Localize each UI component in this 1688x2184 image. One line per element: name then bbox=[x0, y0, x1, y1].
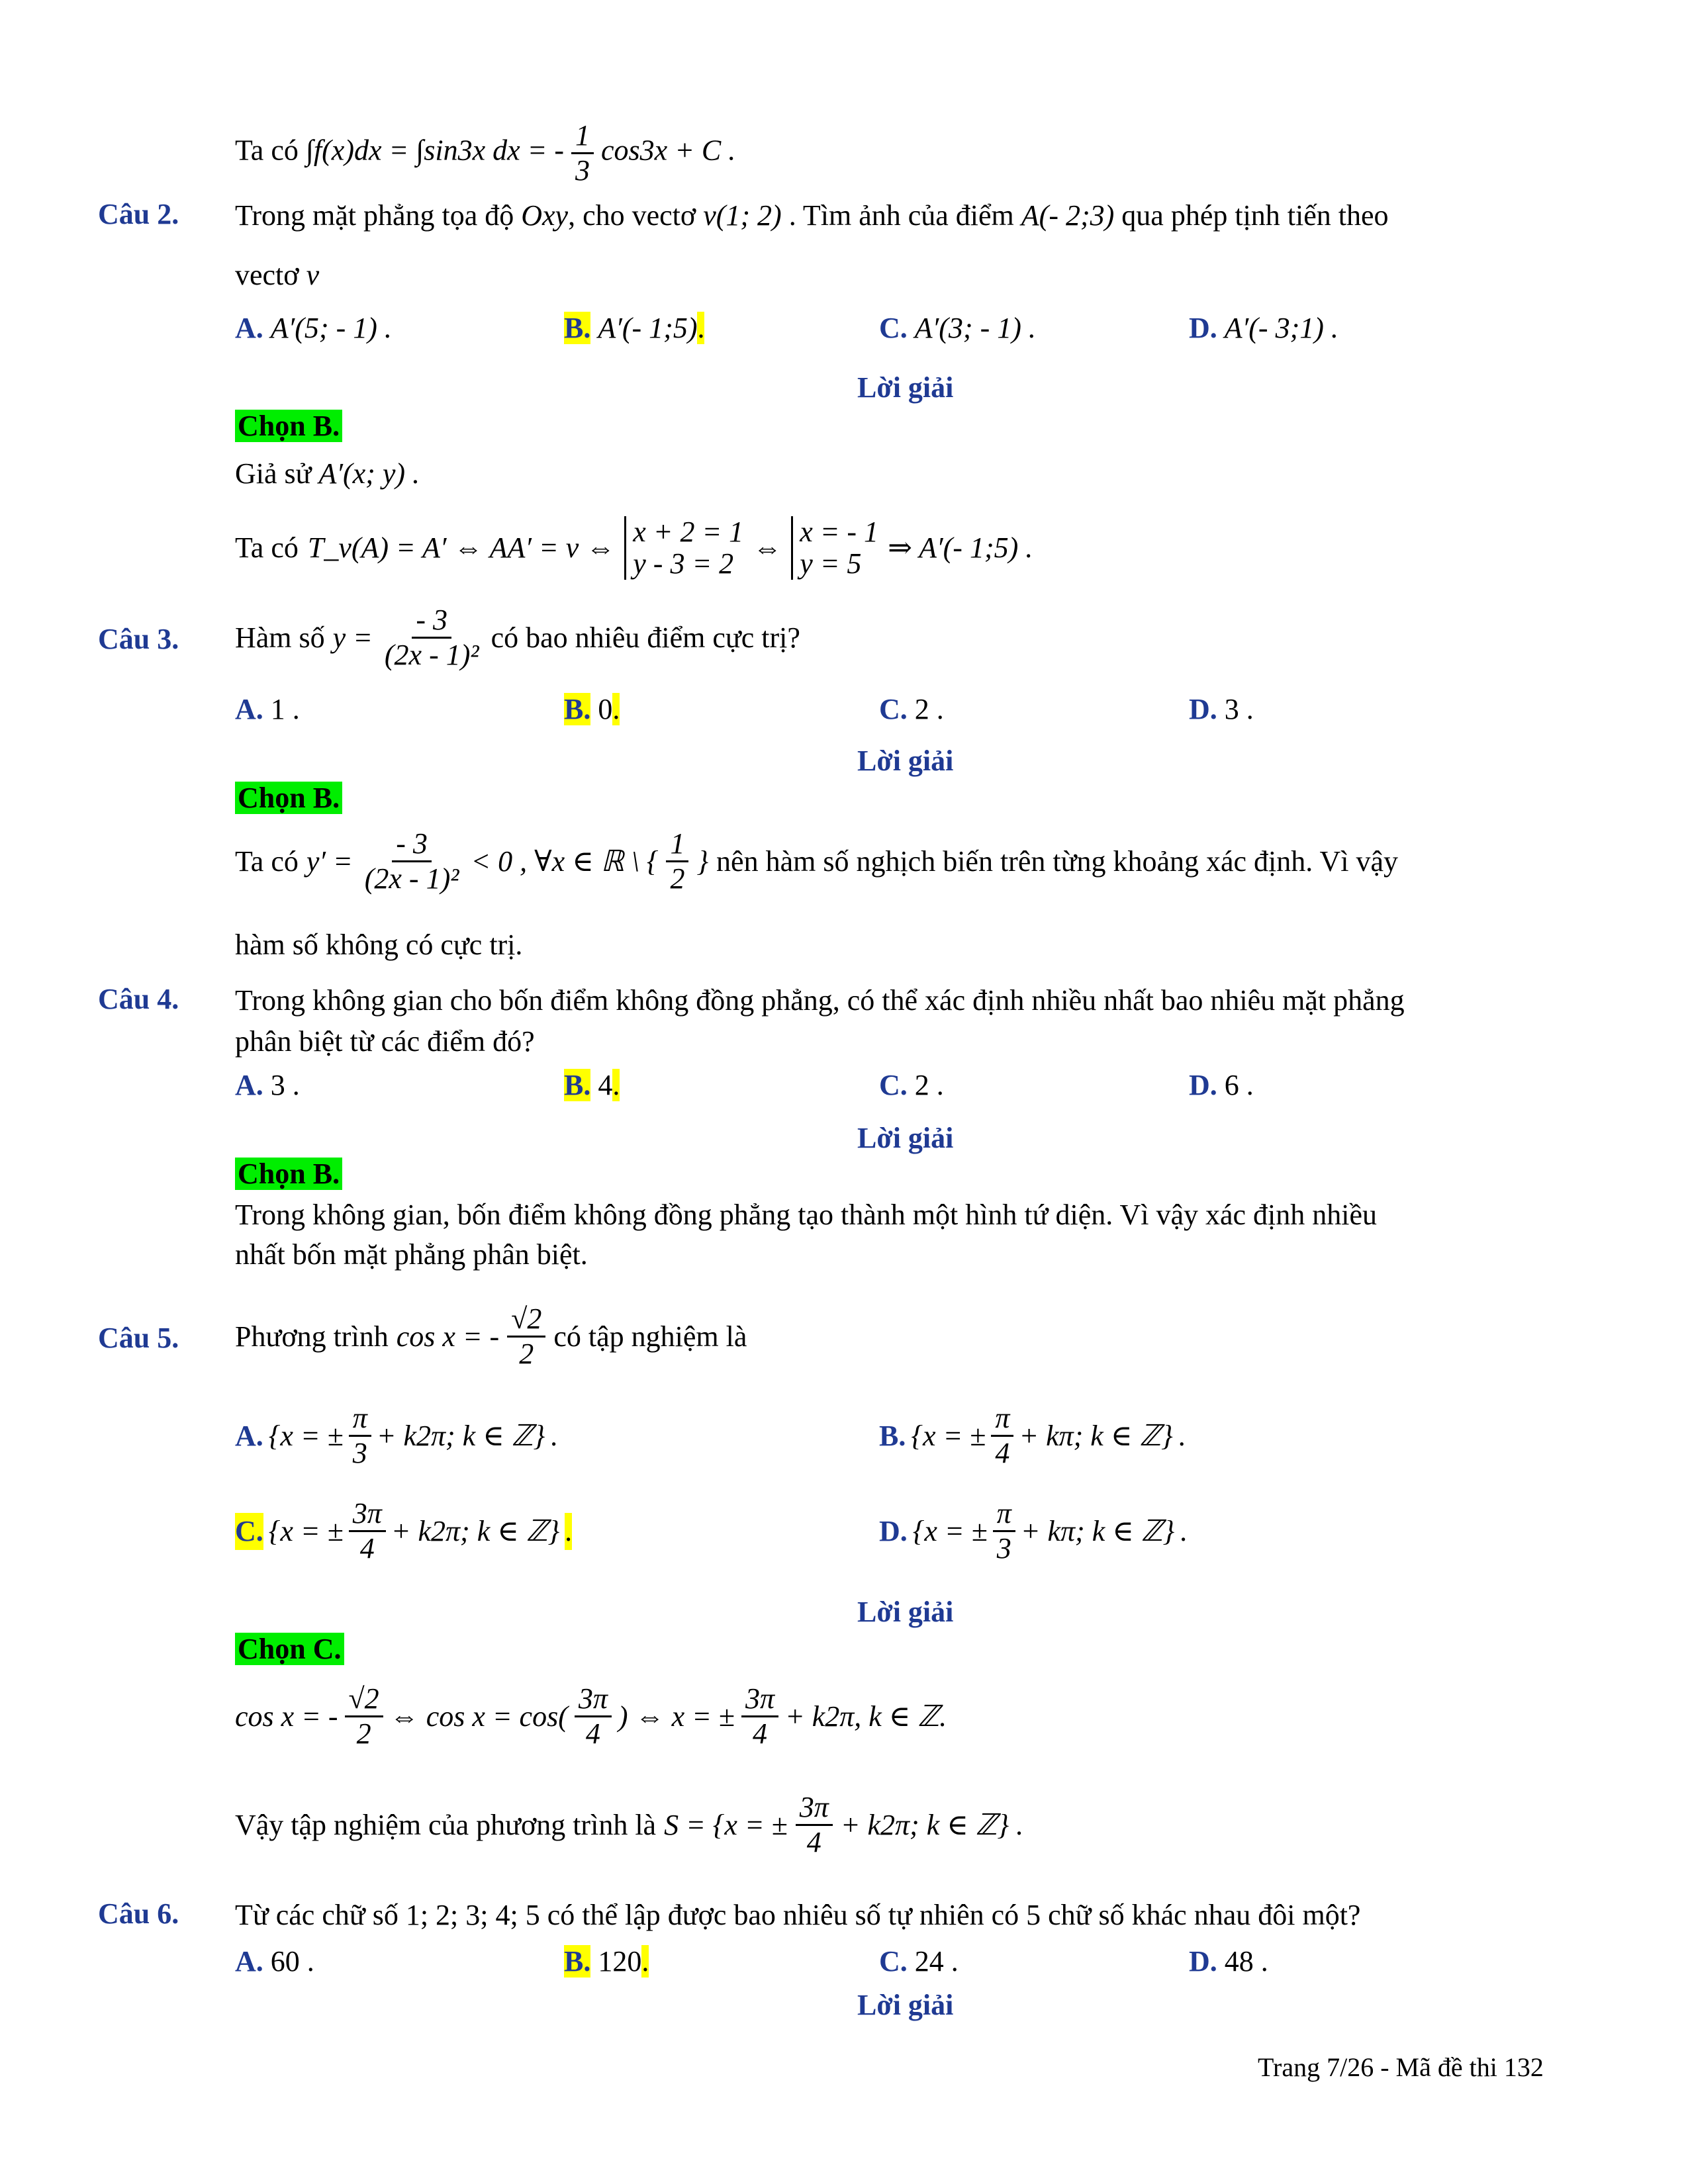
intro-math-right: cos3x + C . bbox=[601, 134, 736, 167]
option-b[interactable] bbox=[564, 1067, 620, 1104]
intro-fraction bbox=[571, 119, 594, 187]
option-value: 3 . bbox=[1224, 693, 1254, 725]
answer-choice bbox=[235, 781, 342, 815]
solution-fraction bbox=[575, 1682, 612, 1751]
option-math: {x = ± bbox=[911, 1419, 986, 1452]
solution-fraction bbox=[345, 1682, 383, 1751]
option-letter: D. bbox=[1189, 1945, 1217, 1978]
option-letter: A. bbox=[235, 1069, 263, 1101]
solution-fraction bbox=[796, 1791, 833, 1859]
option-value: 3 . bbox=[270, 1069, 300, 1101]
solution-line bbox=[235, 516, 1033, 580]
solution-line: Trong không gian, bốn điểm không đồng phẳng tạo thành một hình tứ diện. Vì vậy xác định nhiều bbox=[235, 1199, 1378, 1231]
answer-choice-text: Chọn B. bbox=[235, 782, 342, 814]
option-letter: A. bbox=[235, 693, 263, 725]
frac-den: 3 bbox=[575, 154, 590, 187]
option-c[interactable] bbox=[235, 1497, 572, 1565]
option-math: + k2π; k ∈ ℤ} bbox=[376, 1419, 545, 1452]
q3-y: y = bbox=[332, 621, 373, 654]
q2-oxy: Oxy bbox=[521, 199, 569, 232]
option-b[interactable] bbox=[564, 310, 704, 347]
solution-line bbox=[235, 455, 420, 492]
system-row: y - 3 = 2 bbox=[633, 547, 734, 580]
option-letter: D. bbox=[1189, 312, 1217, 344]
solution-text: nên hàm số nghịch biến trên từng khoảng xác định. Vì vậy bbox=[716, 844, 1398, 878]
frac-den: (2x - 1)² bbox=[384, 639, 479, 671]
solution-text: Giả sử bbox=[235, 457, 312, 490]
option-math: + kπ; k ∈ ℤ} bbox=[1020, 1514, 1175, 1547]
option-dot: . bbox=[1178, 1419, 1186, 1452]
frac-num: √2 bbox=[345, 1682, 383, 1717]
option-letter: B. bbox=[564, 1069, 591, 1101]
solution-math: ) ⇔ x = ± bbox=[618, 1700, 735, 1733]
solution-math: ⇒ A′(- 1;5) . bbox=[888, 531, 1033, 564]
q2-vector: v(1; 2) bbox=[703, 199, 782, 232]
option-letter: C. bbox=[235, 1513, 263, 1550]
option-a[interactable] bbox=[235, 1067, 300, 1104]
answer-choice bbox=[235, 1157, 342, 1191]
frac-den: 4 bbox=[806, 1826, 821, 1858]
option-letter: A. bbox=[235, 1945, 263, 1978]
frac-den: 2 bbox=[519, 1338, 534, 1370]
option-value: 2 . bbox=[914, 1069, 944, 1101]
intro-prefix: Ta có bbox=[235, 134, 299, 167]
answer-choice bbox=[235, 1632, 344, 1666]
solution-line: nhất bốn mặt phẳng phân biệt. bbox=[235, 1238, 588, 1271]
option-d[interactable] bbox=[1189, 691, 1254, 728]
frac-num: π bbox=[991, 1402, 1013, 1437]
page-footer: Trang 7/26 - Mã đề thi 132 bbox=[1258, 2052, 1544, 2082]
question-text bbox=[235, 1302, 747, 1371]
q2-text3: . Tìm ảnh của điểm bbox=[788, 199, 1014, 232]
solution-fraction bbox=[741, 1682, 778, 1751]
frac-num: π bbox=[349, 1402, 371, 1437]
option-dot: . bbox=[550, 1419, 558, 1452]
option-c[interactable] bbox=[879, 691, 944, 728]
solution-heading: Lời giải bbox=[857, 1596, 954, 1628]
q5-text1: Phương trình bbox=[235, 1320, 389, 1353]
solution-math: y′ = bbox=[306, 844, 353, 878]
frac-num: π bbox=[993, 1497, 1015, 1532]
option-c[interactable] bbox=[879, 1067, 944, 1104]
question-label: Câu 6. bbox=[98, 1897, 179, 1930]
answer-choice-text: Chọn B. bbox=[235, 1158, 342, 1190]
option-letter: C. bbox=[879, 1945, 908, 1978]
frac-num: - 3 bbox=[392, 827, 432, 862]
option-letter: B. bbox=[564, 312, 591, 344]
option-letter: A. bbox=[235, 312, 263, 344]
option-value: 4 bbox=[598, 1069, 613, 1101]
q3-text1: Hàm số bbox=[235, 621, 325, 654]
equation-system bbox=[791, 516, 878, 580]
frac-num: 3π bbox=[575, 1682, 612, 1717]
solution-text: Vậy tập nghiệm của phương trình là bbox=[235, 1808, 657, 1841]
frac-num: 1 bbox=[666, 827, 688, 862]
option-letter: C. bbox=[879, 1069, 908, 1101]
equivalence-arrow: ⇔ bbox=[753, 531, 782, 564]
option-math: + kπ; k ∈ ℤ} bbox=[1019, 1419, 1173, 1452]
system-row: x = - 1 bbox=[800, 516, 879, 548]
option-letter: B. bbox=[564, 693, 591, 725]
solution-math: < 0 , ∀x ∈ ℝ \ { bbox=[471, 844, 659, 878]
option-fraction bbox=[991, 1402, 1013, 1470]
frac-num: 1 bbox=[571, 119, 594, 154]
solution-line bbox=[235, 1791, 1023, 1859]
q3-fraction bbox=[381, 604, 483, 672]
solution-text: Ta có bbox=[235, 844, 299, 878]
option-letter: D. bbox=[1189, 1069, 1217, 1101]
solution-heading: Lời giải bbox=[857, 1989, 954, 2021]
half-fraction bbox=[666, 827, 688, 895]
option-value: 60 . bbox=[270, 1945, 314, 1978]
q2-point-a: A(- 2;3) bbox=[1021, 199, 1115, 232]
option-a[interactable] bbox=[235, 1402, 557, 1470]
answer-choice bbox=[235, 409, 342, 443]
option-dot: . bbox=[641, 1945, 649, 1978]
option-value: 2 . bbox=[914, 693, 944, 725]
frac-den: (2x - 1)² bbox=[364, 862, 459, 895]
option-value: A′(3; - 1) . bbox=[914, 312, 1036, 344]
option-a[interactable] bbox=[235, 310, 392, 347]
option-dot: . bbox=[612, 693, 620, 725]
option-fraction bbox=[349, 1402, 371, 1470]
question-text-cont bbox=[235, 257, 319, 294]
solution-heading: Lời giải bbox=[857, 371, 954, 404]
q5-text2: có tập nghiệm là bbox=[553, 1320, 747, 1353]
q2-text2: , cho vectơ bbox=[568, 199, 696, 232]
solution-heading: Lời giải bbox=[857, 745, 954, 777]
solution-math: + k2π, k ∈ ℤ. bbox=[785, 1700, 947, 1733]
option-fraction bbox=[993, 1497, 1015, 1565]
system-row: x + 2 = 1 bbox=[633, 516, 744, 548]
question-text bbox=[235, 604, 800, 672]
option-value: 120 bbox=[598, 1945, 642, 1978]
option-c[interactable] bbox=[879, 310, 1036, 347]
option-dot: . bbox=[565, 1513, 572, 1550]
solution-text: Ta có bbox=[235, 531, 299, 564]
option-letter: D. bbox=[879, 1514, 908, 1547]
option-d[interactable] bbox=[1189, 1067, 1254, 1104]
q5-fraction bbox=[507, 1302, 545, 1371]
option-fraction bbox=[349, 1497, 386, 1565]
option-a[interactable] bbox=[235, 691, 300, 728]
frac-den: 4 bbox=[359, 1532, 375, 1565]
solution-math: ⇔ cos x = cos( bbox=[389, 1700, 568, 1733]
question-label: Câu 2. bbox=[98, 198, 179, 230]
answer-choice-text: Chọn B. bbox=[235, 410, 342, 442]
option-letter: B. bbox=[879, 1419, 906, 1452]
question-label: Câu 4. bbox=[98, 983, 179, 1015]
q2-text5: vectơ bbox=[235, 259, 299, 291]
solution-line bbox=[235, 827, 1398, 895]
option-value: 1 . bbox=[270, 693, 300, 725]
solution-math: } bbox=[696, 844, 709, 878]
system-row: y = 5 bbox=[800, 547, 862, 580]
option-a[interactable] bbox=[235, 1943, 314, 1980]
option-b[interactable] bbox=[879, 1402, 1186, 1470]
option-d[interactable] bbox=[1189, 310, 1338, 347]
option-math: {x = ± bbox=[912, 1514, 988, 1547]
derivative-fraction bbox=[361, 827, 463, 895]
frac-num: 3π bbox=[741, 1682, 778, 1717]
option-value: 24 . bbox=[914, 1945, 959, 1978]
q3-text2: có bao nhiêu điểm cực trị? bbox=[491, 621, 800, 654]
option-letter: D. bbox=[1189, 693, 1217, 725]
option-value: A′(- 3;1) . bbox=[1224, 312, 1338, 344]
solution-math: + k2π; k ∈ ℤ} . bbox=[840, 1808, 1024, 1841]
frac-den: 4 bbox=[585, 1717, 600, 1750]
question-text-cont: phân biệt từ các điểm đó? bbox=[235, 1025, 535, 1058]
option-letter: C. bbox=[879, 693, 908, 725]
option-math: {x = ± bbox=[268, 1514, 344, 1547]
frac-den: 4 bbox=[995, 1437, 1010, 1469]
solution-math: T_v(A) = A′ ⇔ AA′ = v ⇔ bbox=[307, 531, 616, 564]
q2-text1: Trong mặt phẳng tọa độ bbox=[235, 199, 514, 232]
solution-line: hàm số không có cực trị. bbox=[235, 929, 523, 961]
intro-math-left: ∫f(x)dx = ∫sin3x dx = - bbox=[305, 134, 565, 167]
option-dot: . bbox=[612, 1069, 620, 1101]
option-dot: . bbox=[697, 312, 705, 344]
solution-line bbox=[235, 1682, 947, 1751]
frac-den: 2 bbox=[670, 862, 685, 895]
q2-vector2: v bbox=[306, 259, 320, 291]
frac-num: 3π bbox=[349, 1497, 386, 1532]
question-text bbox=[235, 197, 1389, 234]
option-d[interactable] bbox=[879, 1497, 1187, 1565]
q2-text4: qua phép tịnh tiến theo bbox=[1121, 199, 1389, 232]
option-value: 6 . bbox=[1224, 1069, 1254, 1101]
q5-math: cos x = - bbox=[396, 1320, 500, 1353]
option-letter: A. bbox=[235, 1419, 263, 1452]
intro-line bbox=[235, 119, 735, 187]
frac-den: 4 bbox=[752, 1717, 767, 1750]
option-d[interactable] bbox=[1189, 1943, 1268, 1980]
question-text: Trong không gian cho bốn điểm không đồng phẳng, có thể xác định nhiều nhất bao nhiêu mặt phẳng bbox=[235, 984, 1405, 1017]
frac-den: 3 bbox=[352, 1437, 367, 1469]
option-math: {x = ± bbox=[268, 1419, 344, 1452]
equation-system bbox=[624, 516, 743, 580]
option-b[interactable] bbox=[564, 691, 620, 728]
solution-math: cos x = - bbox=[235, 1700, 338, 1733]
solution-math: S = {x = ± bbox=[664, 1808, 788, 1841]
option-value: 0 bbox=[598, 693, 613, 725]
solution-heading: Lời giải bbox=[857, 1122, 954, 1154]
option-math: + k2π; k ∈ ℤ} bbox=[391, 1514, 560, 1547]
frac-num: - 3 bbox=[412, 604, 451, 639]
question-text: Từ các chữ số 1; 2; 3; 4; 5 có thể lập được bao nhiêu số tự nhiên có 5 chữ số khác nhau đôi một? bbox=[235, 1899, 1361, 1931]
option-letter: B. bbox=[564, 1945, 591, 1978]
frac-den: 2 bbox=[356, 1717, 371, 1750]
question-label: Câu 3. bbox=[98, 623, 179, 655]
option-value: 48 . bbox=[1224, 1945, 1268, 1978]
question-label: Câu 5. bbox=[98, 1322, 179, 1354]
option-b[interactable] bbox=[564, 1943, 649, 1980]
option-value: A′(5; - 1) . bbox=[270, 312, 392, 344]
frac-num: √2 bbox=[507, 1302, 545, 1338]
frac-den: 3 bbox=[996, 1532, 1011, 1565]
solution-math: A′(x; y) . bbox=[318, 457, 420, 490]
frac-num: 3π bbox=[796, 1791, 833, 1826]
option-dot: . bbox=[1180, 1514, 1188, 1547]
option-letter: C. bbox=[879, 312, 908, 344]
answer-choice-text: Chọn C. bbox=[235, 1633, 344, 1665]
option-c[interactable] bbox=[879, 1943, 959, 1980]
option-value: A′(- 1;5) bbox=[598, 312, 698, 344]
